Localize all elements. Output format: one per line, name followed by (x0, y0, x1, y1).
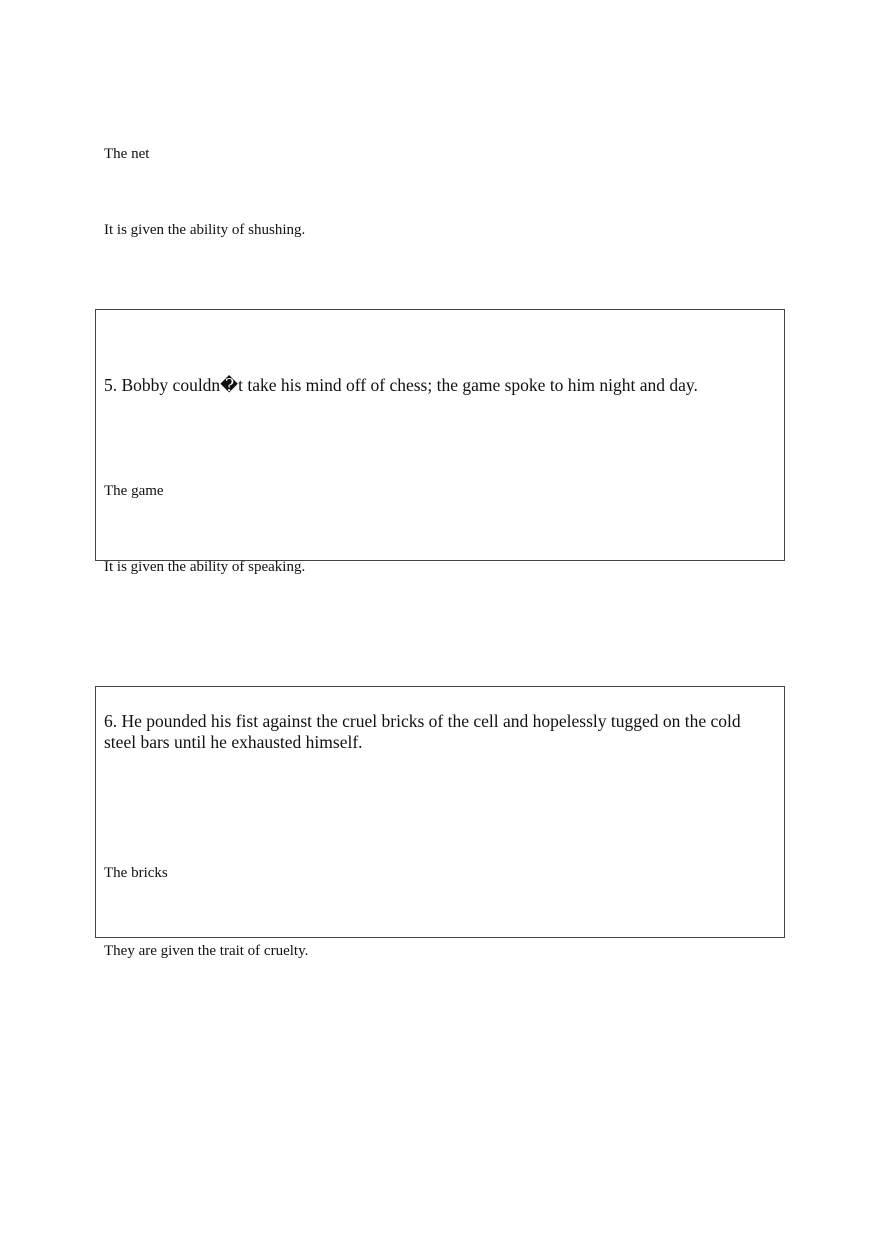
answer-explanation-bricks: They are given the trait of cruelty. (104, 943, 309, 959)
answer-subject-net: The net (104, 146, 150, 162)
question-box-5 (95, 309, 785, 561)
answer-subject-game: The game (104, 483, 164, 499)
answer-subject-bricks: The bricks (104, 865, 168, 881)
answer-explanation-net: It is given the ability of shushing. (104, 222, 306, 238)
answer-explanation-game: It is given the ability of speaking. (104, 559, 306, 575)
question-5-sentence: 5. Bobby couldn�t take his mind off of chess; the game spoke to him night and day. (104, 375, 698, 395)
question-6-sentence: 6. He pounded his fist against the cruel bricks of the cell and hopelessly tugged on the cold steel bars until he exhausted himself. (104, 711, 741, 752)
